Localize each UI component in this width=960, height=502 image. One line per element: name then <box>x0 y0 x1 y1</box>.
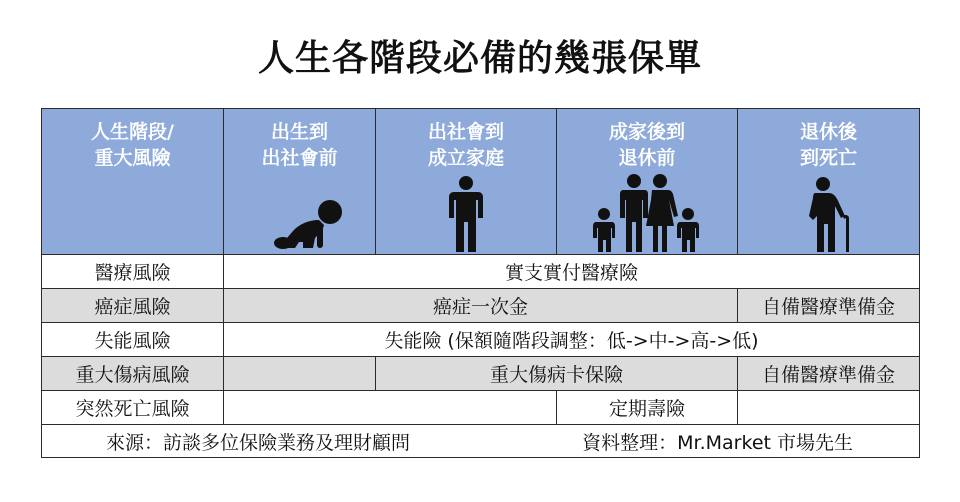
header-cell-stage-risk <box>42 109 224 255</box>
header-label: 出社會到 成立家庭 <box>427 121 504 169</box>
table-row <box>42 289 920 323</box>
risk-label: 醫療風險 <box>42 255 224 289</box>
risk-label: 失能風險 <box>42 323 224 357</box>
header-row <box>42 109 920 255</box>
header-label: 成家後到 退休前 <box>608 121 685 169</box>
header-cell-birth <box>224 109 376 255</box>
risk-label: 突然死亡風險 <box>42 391 224 425</box>
footer-row <box>42 425 920 458</box>
organizer-note: 資料整理：Mr.Market 市場先生 <box>582 431 853 454</box>
source-note: 來源：訪談多位保險業務及理財顧問 <box>106 431 411 454</box>
table-row <box>42 323 920 357</box>
coverage-cell: 失能險 (保額隨階段調整：低->中->高->低) <box>224 323 920 357</box>
coverage-cell-empty <box>224 391 557 425</box>
insurance-table <box>41 108 920 458</box>
family-icon <box>592 174 702 252</box>
coverage-cell: 重大傷病卡保險 <box>376 357 738 391</box>
risk-label: 重大傷病風險 <box>42 357 224 391</box>
table-row <box>42 357 920 391</box>
header-cell-retire <box>738 109 920 255</box>
header-label: 退休後 到死亡 <box>799 121 857 169</box>
coverage-cell: 自備醫療準備金 <box>738 289 920 323</box>
coverage-cell: 癌症一次金 <box>224 289 738 323</box>
coverage-cell-empty <box>224 357 376 391</box>
coverage-cell: 自備醫療準備金 <box>738 357 920 391</box>
table-row <box>42 255 920 289</box>
header-cell-work <box>376 109 557 255</box>
table-row <box>42 391 920 425</box>
adult-person-icon <box>446 176 486 252</box>
crawling-baby-icon <box>269 198 349 252</box>
header-label: 人生階段/ 重大風險 <box>91 121 174 169</box>
coverage-cell-empty <box>738 391 920 425</box>
footer-cell <box>42 425 920 458</box>
page-title: 人生各階段必備的幾張保單 <box>257 38 702 79</box>
header-label: 出生到 出社會前 <box>261 121 338 169</box>
header-cell-family <box>557 109 738 255</box>
risk-label: 癌症風險 <box>42 289 224 323</box>
coverage-cell: 實支實付醫療險 <box>224 255 920 289</box>
coverage-cell: 定期壽險 <box>557 391 738 425</box>
elderly-with-cane-icon <box>801 176 857 252</box>
